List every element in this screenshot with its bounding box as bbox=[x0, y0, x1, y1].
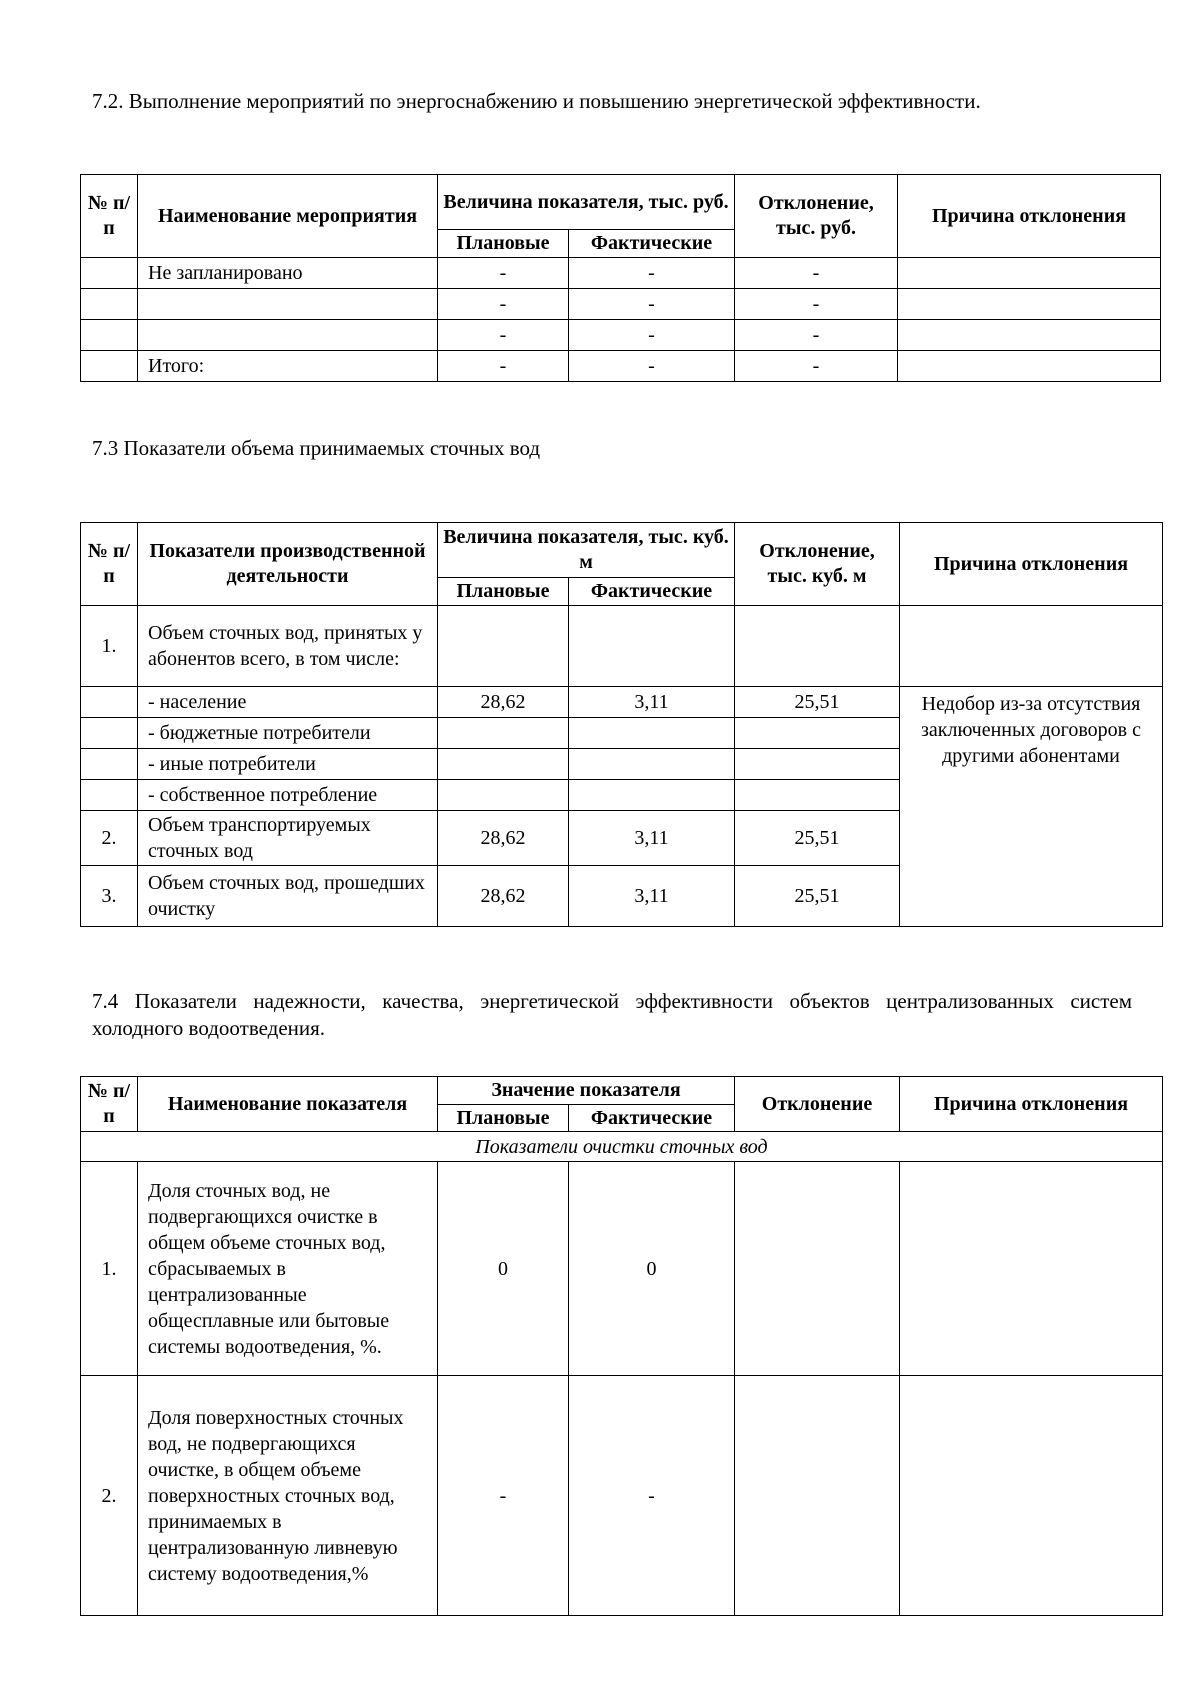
section-7-3-title: 7.3 Показатели объема принимаемых сточных вод bbox=[92, 436, 541, 460]
header-actual: Фактические bbox=[569, 578, 735, 606]
row-planned: - bbox=[438, 258, 569, 289]
row-actual bbox=[569, 749, 735, 780]
table-row bbox=[81, 606, 1163, 687]
row-reason bbox=[898, 258, 1161, 289]
header-name: Наименование показателя bbox=[138, 1077, 438, 1132]
header-deviation: Отклонение bbox=[735, 1077, 900, 1132]
row-actual bbox=[569, 606, 735, 687]
table-row bbox=[81, 320, 1161, 351]
table-row bbox=[81, 258, 1161, 289]
row-planned: - bbox=[438, 320, 569, 351]
header-value: Значение показателя bbox=[438, 1077, 735, 1105]
row-deviation: 25,51 bbox=[735, 687, 900, 718]
header-num: № п/п bbox=[81, 175, 138, 258]
header-value: Величина показателя, тыс. куб. м bbox=[438, 523, 735, 578]
row-actual: 3,11 bbox=[569, 811, 735, 866]
header-planned: Плановые bbox=[438, 578, 569, 606]
row-name: Не запланировано bbox=[138, 258, 438, 289]
section-7-4-title: 7.4 Показатели надежности, качества, энергетической эффективности объектов централизованных систем холодного водоотведения. bbox=[92, 989, 1132, 1040]
row-deviation bbox=[735, 749, 900, 780]
row-num bbox=[81, 749, 138, 780]
row-num bbox=[81, 718, 138, 749]
row-planned bbox=[438, 780, 569, 811]
table-row bbox=[81, 1376, 1163, 1616]
table-7-2 bbox=[80, 174, 1161, 382]
row-name bbox=[138, 320, 438, 351]
row-deviation: - bbox=[735, 351, 898, 382]
header-name: Наименование мероприятия bbox=[138, 175, 438, 258]
row-deviation bbox=[735, 606, 900, 687]
header-actual: Фактические bbox=[569, 230, 735, 258]
row-planned bbox=[438, 718, 569, 749]
header-reason: Причина отклонения bbox=[900, 523, 1163, 606]
row-name: Объем транспортируемых сточных вод bbox=[138, 811, 438, 866]
row-actual bbox=[569, 780, 735, 811]
header-reason: Причина отклонения bbox=[898, 175, 1161, 258]
row-num bbox=[81, 780, 138, 811]
row-planned bbox=[438, 749, 569, 780]
header-deviation: Отклонение, тыс. куб. м bbox=[735, 523, 900, 606]
row-reason bbox=[900, 1376, 1163, 1616]
section-row bbox=[81, 1132, 1163, 1162]
row-num bbox=[81, 687, 138, 718]
row-name: Итого: bbox=[138, 351, 438, 382]
table-7-4 bbox=[80, 1076, 1163, 1616]
row-reason-empty bbox=[900, 606, 1163, 687]
row-name: Доля поверхностных сточных вод, не подвергающихся очистке, в общем объеме поверхностных сточных вод, принимаемых в централизованную ливневую систему водоотведения,% bbox=[138, 1376, 438, 1616]
row-deviation: 25,51 bbox=[735, 866, 900, 927]
row-planned: - bbox=[438, 351, 569, 382]
header-planned: Плановые bbox=[438, 1105, 569, 1132]
row-planned: 28,62 bbox=[438, 687, 569, 718]
row-name bbox=[138, 289, 438, 320]
table-row-total bbox=[81, 351, 1161, 382]
row-actual: 3,11 bbox=[569, 866, 735, 927]
header-value: Величина показателя, тыс. руб. bbox=[438, 175, 735, 230]
row-name: Доля сточных вод, не подвергающихся очистке в общем объеме сточных вод, сбрасываемых в централизованные общесплавные или бытовые системы водоотведения, %. bbox=[138, 1162, 438, 1376]
row-num: 2. bbox=[81, 811, 138, 866]
header-actual: Фактические bbox=[569, 1105, 735, 1132]
row-reason bbox=[900, 1162, 1163, 1376]
header-name: Показатели производственной деятельности bbox=[138, 523, 438, 606]
row-planned: 28,62 bbox=[438, 866, 569, 927]
row-num bbox=[81, 351, 138, 382]
row-name: Объем сточных вод, принятых у абонентов всего, в том числе: bbox=[138, 606, 438, 687]
row-planned: 0 bbox=[438, 1162, 569, 1376]
row-actual bbox=[569, 718, 735, 749]
header-reason: Причина отклонения bbox=[900, 1077, 1163, 1132]
row-num bbox=[81, 320, 138, 351]
section-7-2-title: 7.2. Выполнение мероприятий по энергоснабжению и повышению энергетической эффективности. bbox=[92, 89, 981, 113]
row-num: 1. bbox=[81, 1162, 138, 1376]
row-name: Объем сточных вод, прошедших очистку bbox=[138, 866, 438, 927]
header-planned: Плановые bbox=[438, 230, 569, 258]
table-row bbox=[81, 289, 1161, 320]
row-reason bbox=[898, 351, 1161, 382]
row-num: 1. bbox=[81, 606, 138, 687]
row-deviation: - bbox=[735, 258, 898, 289]
row-num bbox=[81, 258, 138, 289]
header-num: № п/п bbox=[81, 523, 138, 606]
row-name: - бюджетные потребители bbox=[138, 718, 438, 749]
row-num bbox=[81, 289, 138, 320]
header-deviation: Отклонение, тыс. руб. bbox=[735, 175, 898, 258]
header-num: № п/п bbox=[81, 1077, 138, 1132]
section-label: Показатели очистки сточных вод bbox=[81, 1132, 1163, 1162]
row-num: 3. bbox=[81, 866, 138, 927]
table-row bbox=[81, 1162, 1163, 1376]
row-actual: 0 bbox=[569, 1162, 735, 1376]
row-actual: - bbox=[569, 320, 735, 351]
row-deviation: 25,51 bbox=[735, 811, 900, 866]
row-name: - население bbox=[138, 687, 438, 718]
row-deviation bbox=[735, 718, 900, 749]
row-actual: - bbox=[569, 258, 735, 289]
row-reason bbox=[898, 320, 1161, 351]
row-actual: - bbox=[569, 289, 735, 320]
row-actual: - bbox=[569, 351, 735, 382]
reason-merged-cell: Недобор из-за отсутствия заключенных договоров с другими абонентами bbox=[900, 687, 1163, 927]
row-deviation: - bbox=[735, 289, 898, 320]
table-7-3 bbox=[80, 522, 1163, 927]
row-deviation: - bbox=[735, 320, 898, 351]
row-planned: 28,62 bbox=[438, 811, 569, 866]
row-name: - иные потребители bbox=[138, 749, 438, 780]
row-num: 2. bbox=[81, 1376, 138, 1616]
row-planned bbox=[438, 606, 569, 687]
row-deviation bbox=[735, 1162, 900, 1376]
row-actual: - bbox=[569, 1376, 735, 1616]
row-actual: 3,11 bbox=[569, 687, 735, 718]
table-row bbox=[81, 687, 1163, 718]
row-name: - собственное потребление bbox=[138, 780, 438, 811]
row-planned: - bbox=[438, 289, 569, 320]
row-deviation bbox=[735, 780, 900, 811]
row-reason bbox=[898, 289, 1161, 320]
row-planned: - bbox=[438, 1376, 569, 1616]
row-deviation bbox=[735, 1376, 900, 1616]
